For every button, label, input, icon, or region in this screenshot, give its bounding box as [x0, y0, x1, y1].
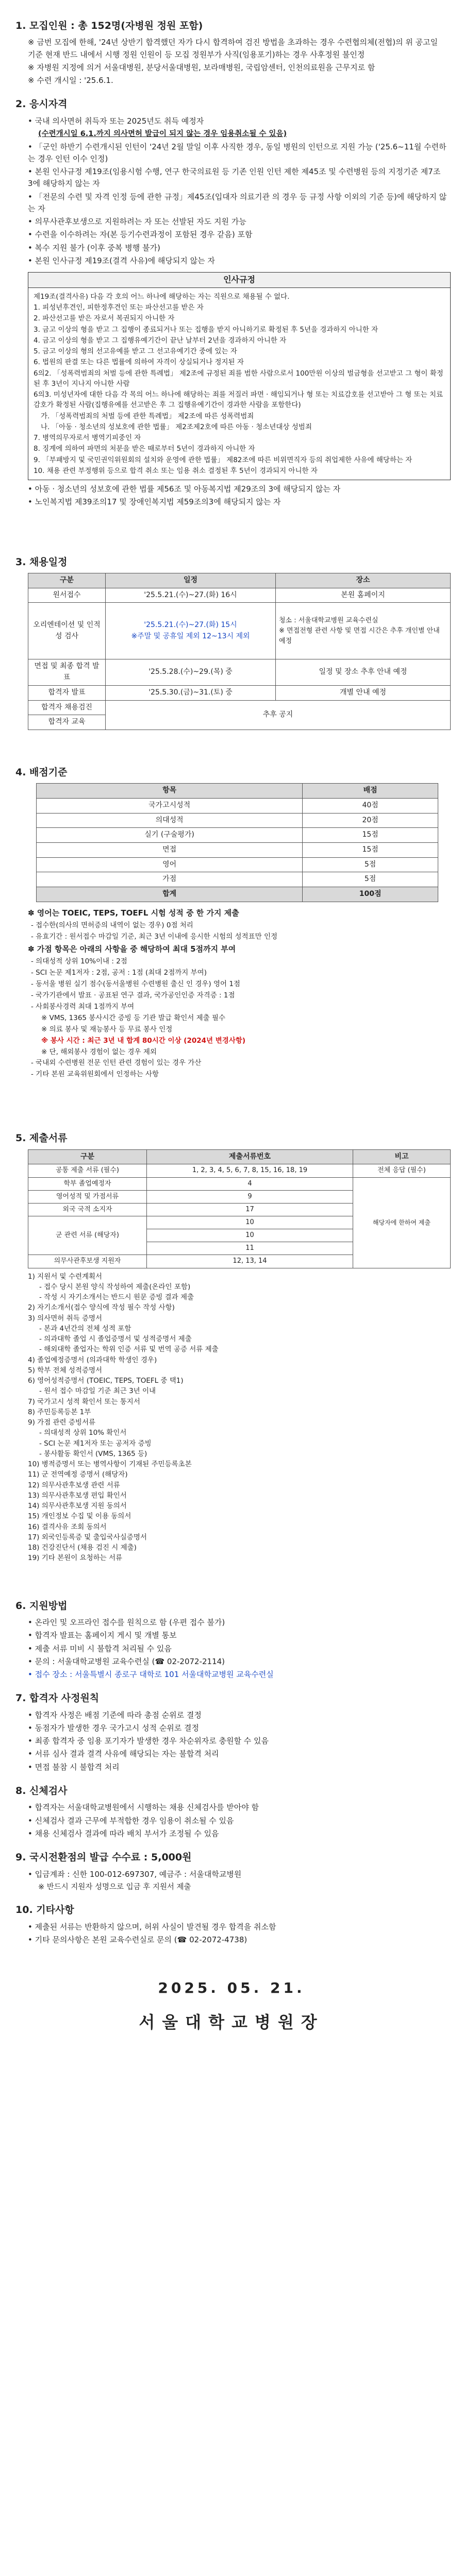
- section-fee: [15, 1850, 448, 1893]
- documents-cell: 해당자에 한하여 제출: [353, 1177, 451, 1268]
- regulation-line: 8. 징계에 의하여 파면의 처분을 받은 때로부터 5년이 경과하지 아니한 자: [34, 445, 255, 453]
- criteria-note: ※ VMS, 1365 봉사시간 증빙 등 기관 발급 확인서 제출 필수: [41, 1013, 226, 1022]
- criteria-total-item: 합계: [37, 887, 303, 902]
- etc-line: • 제출된 서류는 반환하지 않으며, 허위 사실이 발견될 경우 합격을 취소함: [28, 1922, 276, 1931]
- schedule-cell: 개별 안내 예정: [276, 685, 451, 700]
- documents-cell: 의무사관후보생 지원자: [28, 1255, 147, 1268]
- schedule-table: [28, 573, 451, 730]
- documents-list-item: - 해외대학 졸업자는 학위 인증 서류 및 번역 공증 서류 제출: [39, 1345, 219, 1354]
- documents-list-item: 19) 기타 본원이 요청하는 서류: [28, 1554, 123, 1563]
- fee-line: • 입금계좌 : 신한 100-012-697307, 예금주 : 서울대학교병원: [28, 1869, 242, 1879]
- notice-line: • 합격자 사정은 배점 기준에 따라 총점 순위로 결정: [28, 1710, 202, 1720]
- regulation-line: 2. 파산선고를 받은 자로서 복권되지 아니한 자: [34, 314, 175, 323]
- schedule-cell: 합격자 채용검진: [28, 700, 106, 715]
- documents-header: 비고: [353, 1149, 451, 1164]
- criteria-note: - 사회봉사경력 최대 1점까지 부여: [31, 1002, 135, 1011]
- footer-date: 2025. 05. 21.: [158, 1979, 305, 1997]
- notice-line: • 최종 합격자 중 임용 포기자가 발생한 경우 차순위자로 충원할 수 있음: [28, 1736, 269, 1746]
- eligibility-text: 「전문의 수련 및 자격 인정 등에 관한 규정」제45조(입대자 의료기관 의 경우 등 규정 사항 이외의 기준 등)에 해당하지 않는 자: [28, 192, 447, 213]
- documents-list-item: 18) 건강진단서 (채용 검진 시 제출): [28, 1544, 137, 1552]
- documents-list-item: - 원서 접수 마감일 기준 최근 3년 이내: [39, 1387, 156, 1396]
- health-line: • 채용 신체검사 결과에 따라 배치 부서가 조정될 수 있음: [28, 1828, 219, 1838]
- criteria-item: 국가고시성적: [37, 799, 303, 814]
- criteria-score: 15점: [303, 828, 438, 843]
- schedule-header: 일정: [106, 573, 276, 588]
- schedule-cell: 오리엔테이션 및 인적성 검사: [28, 603, 106, 659]
- criteria-note: ※ 의료 봉사 및 재능봉사 등 무료 봉사 인정: [41, 1025, 173, 1033]
- documents-cell: 전체 응답 (필수): [353, 1164, 451, 1177]
- eligibility-line: • 국내 의사면허 취득자 또는 2025년도 취득 예정자: [28, 116, 204, 126]
- documents-list-item: 11) 군 전역예정 증명서 (해당자): [28, 1470, 128, 1479]
- eligibility-line: • 노인복지법 제39조의17 및 장애인복지법 제59조의3에 해당되지 않는 자: [28, 497, 281, 507]
- documents-list-item: 1) 지원서 및 수련계획서: [28, 1272, 103, 1281]
- criteria-item: 영어: [37, 857, 303, 872]
- health-line: • 합격자는 서울대학교병원에서 시행하는 채용 신체검사를 받아야 함: [28, 1803, 259, 1812]
- section-health: [15, 1784, 448, 1840]
- notice-text: 면접 불참 시 불합격 처리: [35, 1762, 120, 1772]
- schedule-header: 장소: [276, 573, 451, 588]
- apply-line: • 합격자 발표는 홈페이지 게시 및 개별 통보: [28, 1631, 177, 1640]
- regulation-line: 5. 금고 이상의 형의 선고유예를 받고 그 선고유예기간 중에 있는 자: [34, 347, 237, 356]
- etc-line: • 기타 문의사항은 본원 교육수련실로 문의 (☎ 02-2072-4738): [28, 1935, 247, 1944]
- eligibility-text: 「군인 하반기 수련개시된 인턴이 '24년 2월 말일 이후 사직한 경우, 동일 병원의 인턴으로 지원 가능 ('25.6~11월 수련하는 경우 인턴 이수 인정): [28, 142, 447, 163]
- regulation-line: 6의3. 미성년자에 대한 다음 각 목의 어느 하나에 해당하는 죄를 저질러 파면 · 해임되거나 형 또는 치료감호를 선고받아 그 형 또는 치료감호가 확정된 사람(집행유예를 선고받은 후 그 집행유예기간이 경과한 사람을 포함한다): [34, 391, 443, 410]
- criteria-note: - 의대성적 상위 10%이내 : 2점: [31, 957, 127, 966]
- eligibility-text: 국내 의사면허 취득자 또는 2025년도 취득 예정자: [35, 116, 204, 126]
- documents-list-item: 9) 가점 관련 증빙서류: [28, 1418, 96, 1427]
- documents-list-item: 15) 개인정보 수집 및 이용 동의서: [28, 1512, 131, 1521]
- health-text: 신체검사 결과 근무에 부적합한 경우 임용이 취소될 수 있음: [35, 1816, 234, 1825]
- notice-text: 서류 심사 결과 결격 사유에 해당되는 자는 불합격 처리: [35, 1749, 219, 1759]
- regulation-line: 나. 「아동 · 청소년의 성보호에 관한 법률」 제2조제2호에 따른 아동 · 청소년대상 성범죄: [41, 422, 312, 431]
- regulation-line: 3. 금고 이상의 형을 받고 그 집행이 종료되거나 또는 집행을 받지 아니하기로 확정된 후 5년을 경과하지 아니한 자: [34, 325, 378, 334]
- regulation-line: 6. 법원의 판결 또는 다른 법률에 의하여 자격이 상실되거나 정지된 자: [34, 358, 244, 367]
- apply-text: 합격자 발표는 홈페이지 게시 및 개별 통보: [35, 1631, 177, 1640]
- documents-list-item: 16) 결격사유 조회 동의서: [28, 1522, 107, 1531]
- criteria-note-text: 영어는 TOEIC, TEPS, TOEFL 시험 성적 중 한 가지 제출: [37, 908, 239, 918]
- notice-text: 최종 합격자 중 임용 포기자가 발생한 경우 차순위자로 충원할 수 있음: [35, 1736, 269, 1746]
- documents-list-item: 13) 의무사관후보생 편입 확인서: [28, 1491, 127, 1500]
- criteria-note: [28, 907, 448, 919]
- schedule-cell: '25.5.21.(수)~27.(화) 15시 ※주말 및 공휴일 제외 12~13시 제외: [106, 603, 276, 659]
- star-icon: ✽: [28, 944, 37, 954]
- section-title-recruit: 1. 모집인원 : 총 152명(자병원 정원 포함): [15, 20, 203, 31]
- recruit-line: ※ 수련 개시일 : '25.6.1.: [28, 76, 113, 86]
- documents-cell: 9: [147, 1190, 353, 1203]
- section-apply: [15, 1599, 448, 1681]
- eligibility-line: • 의무사관후보생으로 지원하려는 자 또는 선발된 자도 지원 가능: [28, 217, 246, 227]
- documents-header: 구분: [28, 1149, 147, 1164]
- documents-list-item: - 작성 시 자기소개서는 반드시 원문 증빙 결과 제출: [39, 1293, 194, 1302]
- schedule-cell: 합격자 교육: [28, 715, 106, 730]
- criteria-note: - SCI 논문 제1저자 : 2점, 공저 : 1점 (최대 2점까지 부여): [31, 969, 207, 977]
- section-title-eligibility: 2. 응시자격: [15, 98, 68, 110]
- etc-text: 제출된 서류는 반환하지 않으며, 허위 사실이 발견될 경우 합격을 취소함: [35, 1922, 276, 1931]
- documents-list-item: 14) 의무사관후보생 지원 동의서: [28, 1502, 127, 1511]
- criteria-header: 배점: [303, 784, 438, 799]
- documents-list-item: 3) 의사면허 취득 증명서: [28, 1314, 103, 1323]
- criteria-note: ※ 단, 해외봉사 경험이 없는 경우 제외: [41, 1047, 157, 1056]
- eligibility-line: • 본원 인사규정 제19조(임용시험 수행, 연구 한국의료원 등 기존 인원 인턴 제한 제45조 및 수련병원 등의 지정기준 제7조 3에 해당하지 않는 자: [28, 167, 441, 189]
- apply-text: 온라인 및 오프라인 접수를 원칙으로 함 (우편 접수 불가): [35, 1618, 225, 1627]
- section-title-notice: 7. 합격자 사정원칙: [15, 1692, 100, 1704]
- eligibility-line: • 본원 인사규정 제19조(결격 사유)에 해당되지 않는 자: [28, 256, 215, 265]
- schedule-cell: '25.5.30.(금)~31.(토) 중: [106, 685, 276, 700]
- documents-cell: 10: [147, 1229, 353, 1242]
- documents-list-item: - 본과 4년간의 전체 성적 포함: [39, 1324, 131, 1333]
- criteria-item: 의대성적: [37, 813, 303, 828]
- section-title-documents: 5. 제출서류: [15, 1132, 68, 1144]
- criteria-note: ※ 봉사 시간 : 최근 3년 내 합계 80시간 이상 (2024년 변경사항): [41, 1036, 246, 1045]
- section-title-etc: 10. 기타사항: [15, 1904, 74, 1916]
- etc-text: 기타 문의사항은 본원 교육수련실로 문의 (☎ 02-2072-4738): [35, 1935, 247, 1944]
- documents-cell: 11: [147, 1242, 353, 1255]
- documents-list-item: 8) 주민등록등본 1부: [28, 1408, 91, 1416]
- footer-org: 서울대학교병원장: [139, 2012, 324, 2032]
- regulation-line: 4. 금고 이상의 형을 받고 그 집행유예기간이 끝난 날부터 2년을 경과하지 아니한 자: [34, 336, 287, 345]
- documents-cell: 4: [147, 1177, 353, 1190]
- documents-cell: 영어성적 및 가점서류: [28, 1190, 147, 1203]
- eligibility-text: 본원 인사규정 제19조(결격 사유)에 해당되지 않는 자: [35, 256, 215, 265]
- documents-list-item: 4) 졸업예정증명서 (의과대학 학생인 경우): [28, 1355, 157, 1364]
- documents-cell: 12, 13, 14: [147, 1255, 353, 1268]
- notice-line: • 면접 불참 시 불합격 처리: [28, 1762, 120, 1772]
- documents-list-item: 5) 학부 전체 성적증명서: [28, 1366, 103, 1375]
- criteria-note: - 기타 본원 교육위원회에서 인정하는 사항: [31, 1070, 159, 1079]
- section-title-fee: 9. 국시전환점의 발급 수수료 : 5,000원: [15, 1852, 192, 1863]
- section-title-health: 8. 신체검사: [15, 1785, 68, 1797]
- health-line: • 신체검사 결과 근무에 부적합한 경우 임용이 취소될 수 있음: [28, 1816, 234, 1825]
- documents-table: [28, 1149, 451, 1268]
- section-title-apply: 6. 지원방법: [15, 1600, 68, 1612]
- documents-list-item: - 접수 당시 본원 양식 작성하여 제출(온라인 포함): [39, 1282, 191, 1291]
- eligibility-text: 수련을 이수하려는 자(본 등기수련과정이 포함된 경우 같음) 포함: [35, 230, 253, 240]
- apply-text: 제출 서류 미비 시 불합격 처리될 수 있음: [35, 1643, 172, 1653]
- schedule-cell: 본원 홈페이지: [276, 588, 451, 603]
- section-criteria: [15, 765, 448, 1080]
- eligibility-text: 복수 지원 불가 (이후 중복 병행 불가): [35, 243, 160, 252]
- documents-header: 제출서류번호: [147, 1149, 353, 1164]
- apply-text: 접수 장소 : 서울특별시 종로구 대학로 101 서울대학교병원 교육수련실: [35, 1670, 274, 1679]
- documents-list-item: 2) 자기소개서(접수 양식에 작성 필수 작성 사항): [28, 1303, 175, 1312]
- documents-list-item: 17) 외국인등록증 및 출입국사실증명서: [28, 1533, 147, 1541]
- eligibility-text: 노인복지법 제39조의17 및 장애인복지법 제59조의3에 해당되지 않는 자: [35, 497, 281, 507]
- documents-cell: 17: [147, 1203, 353, 1216]
- documents-cell: 학부 졸업예정자: [28, 1177, 147, 1190]
- health-text: 채용 신체검사 결과에 따라 배치 부서가 조정될 수 있음: [35, 1828, 219, 1838]
- regulation-box: [28, 272, 451, 480]
- schedule-cell: '25.5.21.(수)~27.(화) 16시: [106, 588, 276, 603]
- schedule-cell: 추후 공지: [106, 700, 451, 730]
- documents-cell: 1, 2, 3, 4, 5, 6, 7, 8, 15, 16, 18, 19: [147, 1164, 353, 1177]
- documents-cell: 군 관련 서류 (해당자): [28, 1216, 147, 1255]
- criteria-score: 20점: [303, 813, 438, 828]
- regulation-line: 1. 피성년후견인, 피한정후견인 또는 파산선고를 받은 자: [34, 303, 204, 312]
- apply-line: • 접수 장소 : 서울특별시 종로구 대학로 101 서울대학교병원 교육수련실: [28, 1670, 274, 1679]
- criteria-note: - 유효기간 : 원서접수 마감일 기준, 최근 3년 이내에 응시한 시험의 성적표만 인정: [31, 933, 278, 941]
- regulation-line: 7. 병역의무자로서 병역기피중인 자: [34, 434, 141, 443]
- star-icon: ✽: [28, 908, 37, 918]
- section-schedule: [15, 555, 448, 730]
- notice-line: • 동점자가 발생한 경우 국가고시 성적 순위로 결정: [28, 1723, 200, 1733]
- fee-line: ※ 반드시 지원자 성명으로 입금 후 지원서 제출: [38, 1883, 191, 1891]
- notice-text: 동점자가 발생한 경우 국가고시 성적 순위로 결정: [35, 1723, 200, 1733]
- documents-list-item: - 의과대학 졸업 시 졸업증명서 및 성적증명서 제출: [39, 1335, 192, 1344]
- eligibility-line: (수련개시일 6.1.까지 의사면허 발급이 되지 않는 경우 임용취소될 수 있음): [38, 130, 287, 139]
- apply-text: 문의 : 서울대학교병원 교육수련실 (☎ 02-2072-2114): [35, 1656, 225, 1666]
- criteria-note: - 동서울 병원 실기 점수(동서울병원 수련병원 출신 인 경우) 영어 1점: [31, 980, 240, 989]
- criteria-header: 항목: [37, 784, 303, 799]
- eligibility-line: • 복수 지원 불가 (이후 중복 병행 불가): [28, 243, 160, 252]
- eligibility-line: • 「군인 하반기 수련개시된 인턴이 '24년 2월 말일 이후 사직한 경우, 동일 병원의 인턴으로 지원 가능 ('25.6~11월 수련하는 경우 인턴 이수 인정): [28, 142, 447, 163]
- schedule-cell: 면접 및 최종 합격 발표: [28, 659, 106, 685]
- section-eligibility: [15, 97, 448, 508]
- criteria-table: [36, 783, 438, 902]
- documents-list-item: 10) 병적증명서 또는 병역사항이 기재된 주민등록초본: [28, 1460, 192, 1469]
- apply-line: • 문의 : 서울대학교병원 교육수련실 (☎ 02-2072-2114): [28, 1656, 225, 1666]
- health-text: 합격자는 서울대학교병원에서 시행하는 채용 신체검사를 받아야 함: [35, 1803, 259, 1812]
- fee-text: 입금계좌 : 신한 100-012-697307, 예금주 : 서울대학교병원: [35, 1869, 242, 1879]
- documents-cell: 공통 제출 서류 (필수): [28, 1164, 147, 1177]
- regulation-line: 제19조(결격사유) 다음 각 호의 어느 하나에 해당하는 자는 직원으로 채용될 수 없다.: [34, 292, 290, 301]
- criteria-note: - 접수한(의사의 면허증의 내역이 없는 경우) 0점 처리: [31, 921, 193, 930]
- eligibility-line: • 아동 · 청소년의 성보호에 관한 법률 제56조 및 아동복지법 제29조의 3에 해당되지 않는 자: [28, 484, 341, 494]
- criteria-item: 가점: [37, 872, 303, 887]
- apply-line: • 제출 서류 미비 시 불합격 처리될 수 있음: [28, 1643, 172, 1653]
- criteria-score: 5점: [303, 872, 438, 887]
- section-recruit: [15, 19, 448, 87]
- section-documents: [15, 1131, 448, 1563]
- criteria-item: 실기 (구술평가): [37, 828, 303, 843]
- regulation-line: 가. 「성폭력범죄의 처벌 등에 관한 특례법」 제2조에 따른 성폭력범죄: [41, 412, 254, 420]
- criteria-item: 면접: [37, 843, 303, 858]
- regulation-box-body: [28, 288, 450, 480]
- regulation-box-title: 인사규정: [28, 273, 450, 288]
- criteria-note: - 국가기관에서 발표 · 공표된 연구 결과, 국가공인인증 자격증 : 1점: [31, 991, 235, 999]
- documents-cell: 10: [147, 1216, 353, 1229]
- recruit-line: ※ 금번 모집에 한해, '24년 상반기 합격했던 자가 다시 합격하여 검진 방법을 초과하는 경우 수련협의체(전협)의 위 공고일 기준 현재 반드 내에서 시행 정원 인원이 등 모집 정원부가 사직(임용포기)하는 경우 사후정원 불인정: [28, 38, 438, 59]
- criteria-score: 40점: [303, 799, 438, 814]
- documents-list: [28, 1272, 448, 1564]
- criteria-note-text: 가점 항목은 아래의 사항을 중 해당하여 최대 5점까지 부여: [37, 944, 236, 954]
- criteria-total-score: 100점: [303, 887, 438, 902]
- documents-list-item: - 봉사활동 확인서 (VMS, 1365 등): [39, 1449, 147, 1458]
- criteria-note: [28, 943, 448, 955]
- documents-list-item: 12) 의무사관후보생 관련 서류: [28, 1481, 120, 1489]
- schedule-cell: '25.5.28.(수)~29.(목) 중: [106, 659, 276, 685]
- regulation-line: 6의2. 「성폭력범죄의 처벌 등에 관한 특례법」 제2조에 규정된 죄를 범한 사람으로서 100만원 이상의 벌금형을 선고받고 그 형이 확정된 후 3년이 지나지 아니한 사람: [34, 369, 443, 388]
- eligibility-line: • 「전문의 수련 및 자격 인정 등에 관한 규정」제45조(입대자 의료기관 의 경우 등 규정 사항 이외의 기준 등)에 해당하지 않는 자: [28, 192, 447, 213]
- eligibility-text: 의무사관후보생으로 지원하려는 자 또는 선발된 자도 지원 가능: [35, 217, 246, 227]
- schedule-cell: 합격자 발표: [28, 685, 106, 700]
- section-notice: [15, 1691, 448, 1773]
- regulation-line: 10. 채용 관련 부정행위 등으로 합격 취소 또는 임용 취소 결정된 후 5년이 경과되지 아니한 자: [34, 466, 318, 475]
- apply-line: • 온라인 및 오프라인 접수를 원칙으로 함 (우편 접수 불가): [28, 1618, 225, 1627]
- recruit-line: ※ 자병원 지정에 의거 서울대병원, 분당서울대병원, 보라매병원, 국립암센터, 인천의료원을 근무지로 함: [28, 62, 375, 72]
- criteria-note: - 국내외 수련병원 전문 인턴 관련 경험이 있는 경우 가산: [31, 1059, 202, 1067]
- section-title-criteria: 4. 배점기준: [15, 766, 68, 778]
- eligibility-line: • 수련을 이수하려는 자(본 등기수련과정이 포함된 경우 같음) 포함: [28, 230, 253, 240]
- documents-list-item: 6) 영어성적증명서 (TOEIC, TEPS, TOEFL 중 택1): [28, 1377, 184, 1385]
- notice-line: • 서류 심사 결과 결격 사유에 해당되는 자는 불합격 처리: [28, 1749, 219, 1759]
- documents-list-item: - 의대성적 상위 10% 확인서: [39, 1429, 127, 1437]
- regulation-line: 9. 「부패방지 및 국민권익위원회의 설치와 운영에 관한 법률」 제82조에 따른 비위면직자 등의 취업제한 사유에 해당하는 자: [34, 455, 412, 464]
- documents-list-item: - SCI 논문 제1저자 또는 공저자 증빙: [39, 1439, 152, 1448]
- eligibility-text: 본원 인사규정 제19조(임용시험 수행, 연구 한국의료원 등 기존 인원 인턴 제한 제45조 및 수련병원 등의 지정기준 제7조 3에 해당하지 않는 자: [28, 167, 441, 189]
- schedule-cell: 원서접수: [28, 588, 106, 603]
- criteria-score: 5점: [303, 857, 438, 872]
- schedule-cell: 청소 : 서울대학교병원 교육수련실 ※ 면접전형 관련 사항 및 면접 시간은 추후 개인별 안내 예정: [276, 603, 451, 659]
- schedule-header: 구분: [28, 573, 106, 588]
- schedule-cell: 일정 및 장소 추후 안내 예정: [276, 659, 451, 685]
- documents-list-item: 7) 국가고시 성적 확인서 또는 통지서: [28, 1397, 140, 1406]
- section-etc: [15, 1903, 448, 1946]
- criteria-score: 15점: [303, 843, 438, 858]
- eligibility-text: 아동 · 청소년의 성보호에 관한 법률 제56조 및 아동복지법 제29조의 3에 해당되지 않는 자: [35, 484, 341, 494]
- section-title-schedule: 3. 채용일정: [15, 556, 68, 568]
- documents-cell: 외국 국적 소지자: [28, 1203, 147, 1216]
- notice-text: 합격자 사정은 배점 기준에 따라 총점 순위로 결정: [35, 1710, 202, 1720]
